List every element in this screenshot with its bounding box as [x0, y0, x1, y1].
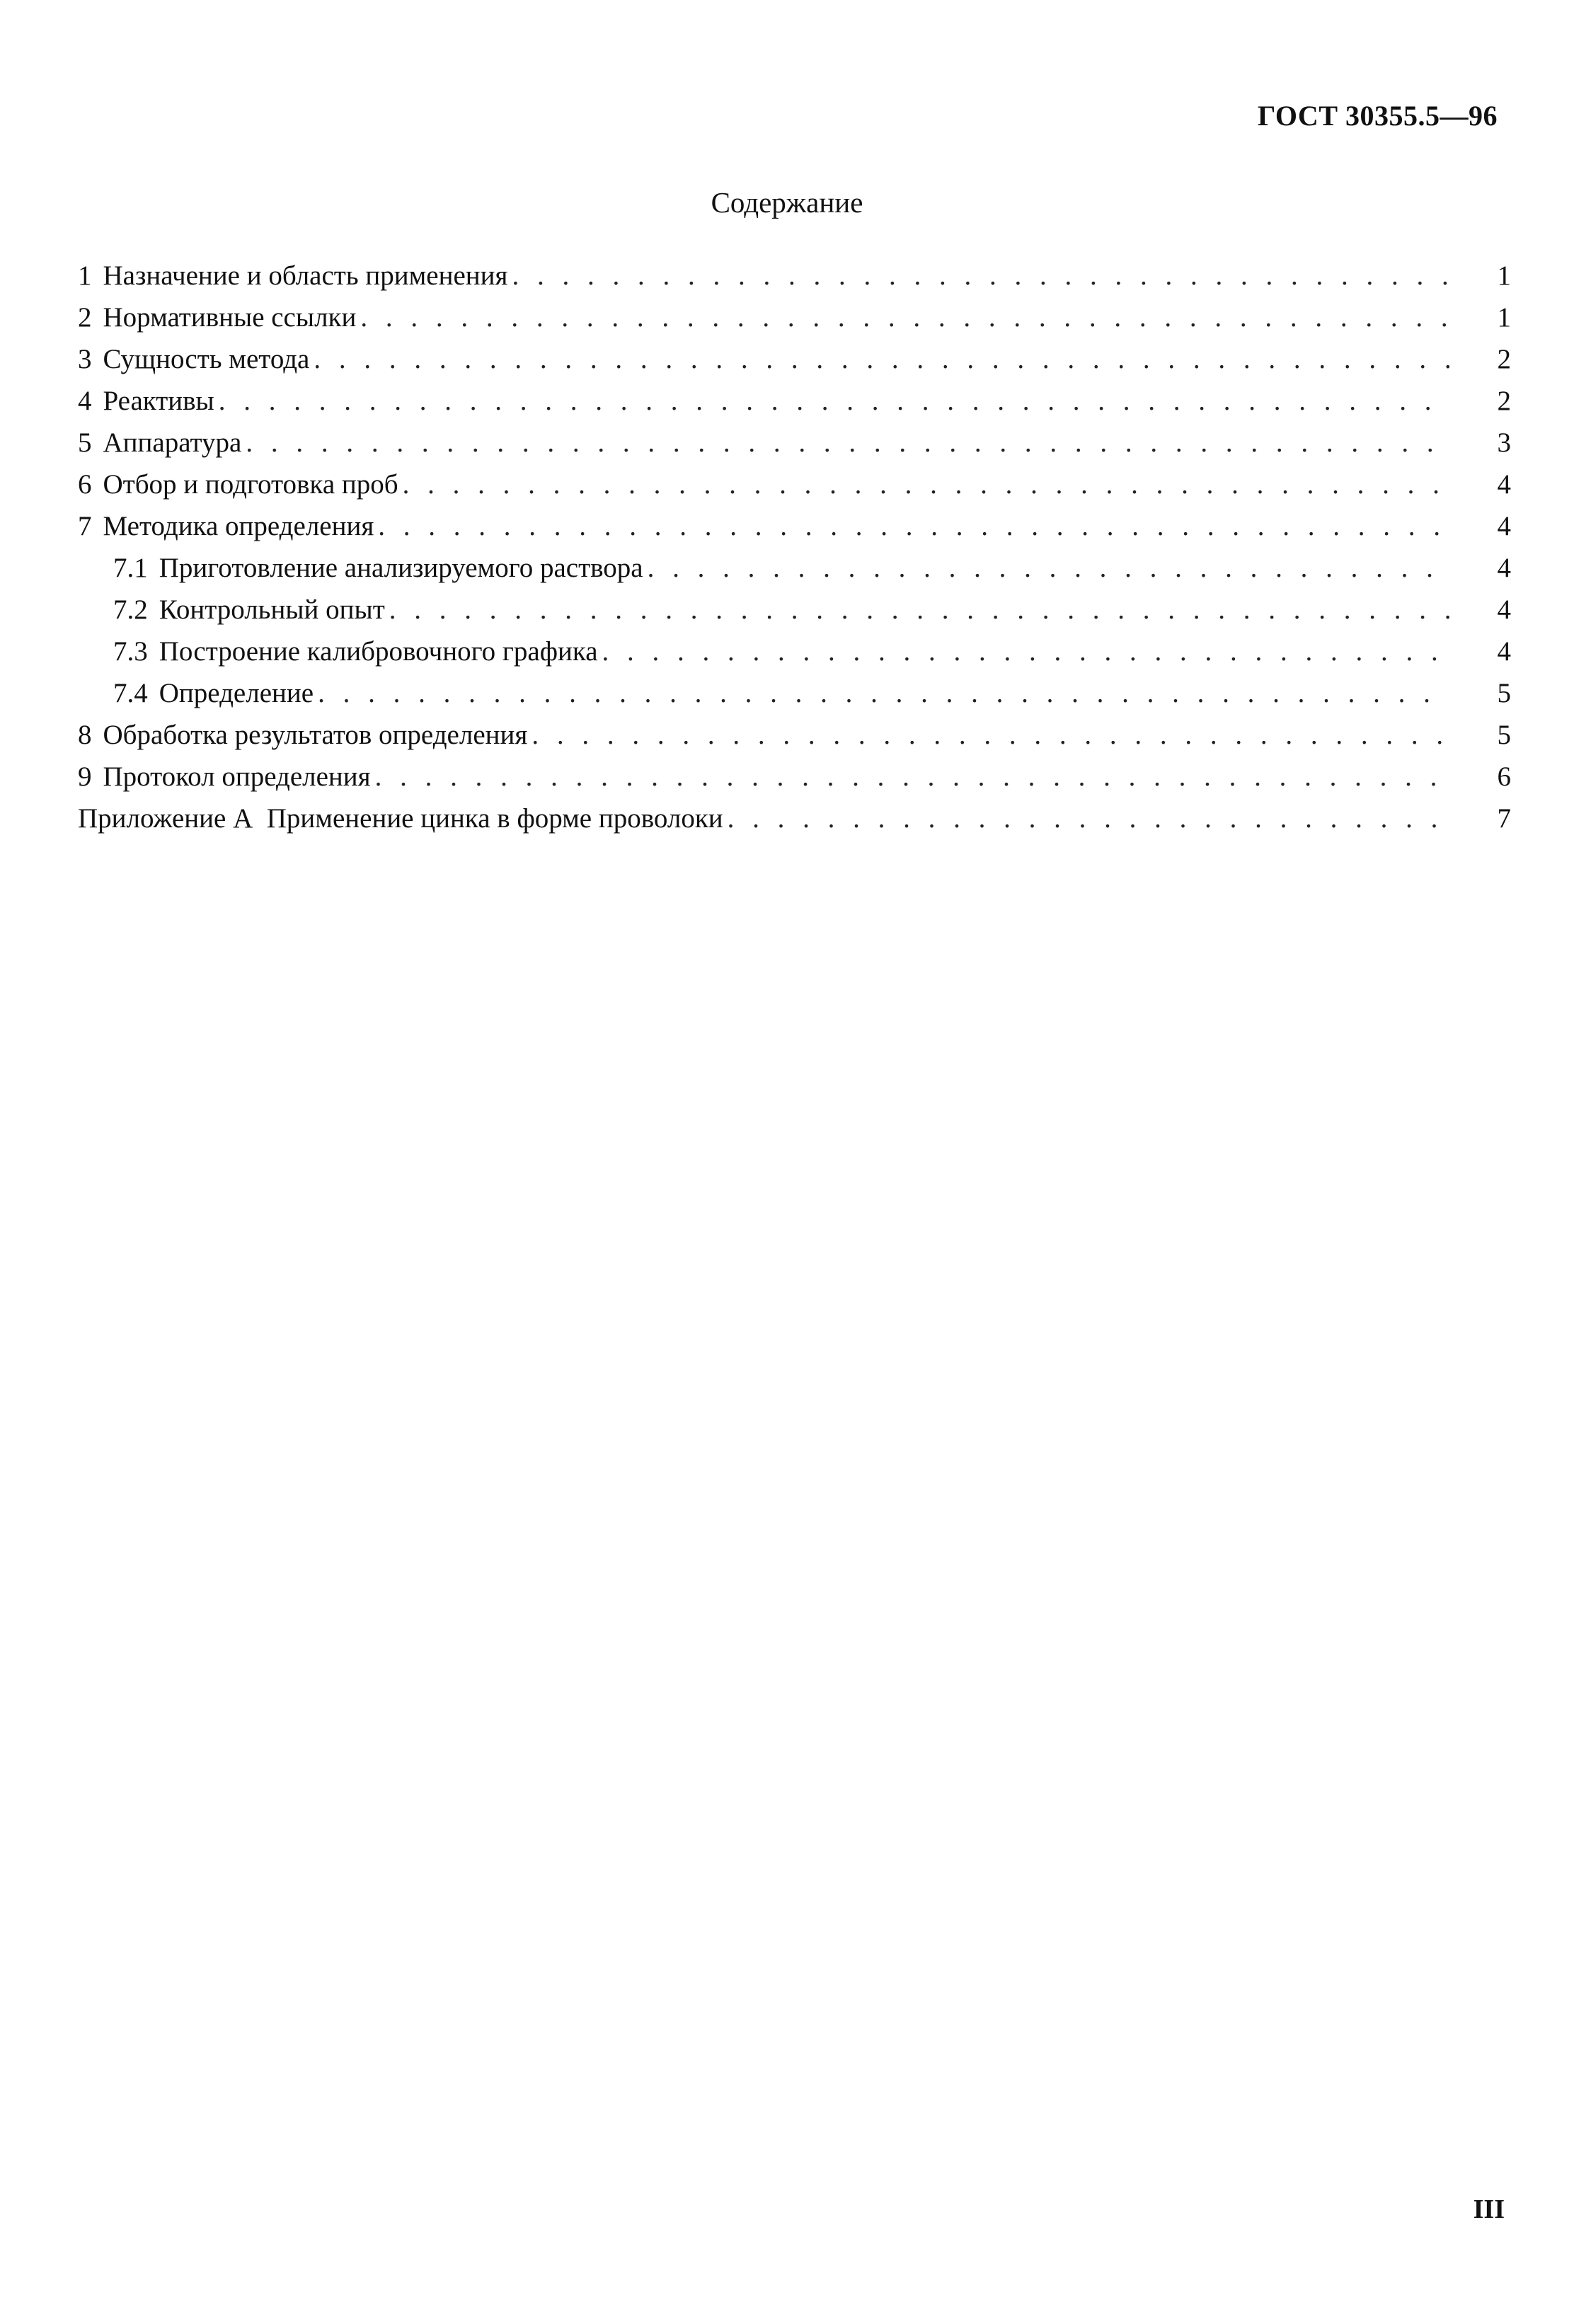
- toc-entry-number: 4: [78, 386, 92, 416]
- toc-entry-number: 8: [78, 720, 92, 750]
- toc-entry-page: 4: [1497, 594, 1511, 625]
- toc-entry-page: 7: [1497, 803, 1511, 834]
- toc-dot-leader: [375, 756, 1450, 798]
- toc-dot-leader: [318, 672, 1450, 714]
- toc-entry-page: 3: [1497, 427, 1511, 458]
- toc-entry-title: Приложение А Применение цинка в форме проволоки: [78, 803, 723, 834]
- toc-title: Содержание: [711, 186, 863, 219]
- toc-appendix-entry[interactable]: [78, 798, 1511, 839]
- toc-entry-page: 5: [1497, 678, 1511, 708]
- toc-entry-number: 7: [78, 511, 92, 541]
- toc-entry-page: 1: [1497, 260, 1511, 291]
- toc-entry-number: 6: [78, 469, 92, 500]
- toc-dot-leader: [728, 798, 1450, 839]
- toc-dot-leader: [512, 255, 1450, 297]
- toc-entry-number: 7.3: [113, 636, 148, 667]
- toc-entry-title: Определение: [159, 678, 314, 708]
- toc-subentry[interactable]: [78, 672, 1511, 714]
- table-of-contents: [78, 255, 1511, 839]
- toc-entry-page: 2: [1497, 386, 1511, 416]
- toc-entry[interactable]: [78, 714, 1511, 756]
- toc-entry[interactable]: [78, 422, 1511, 464]
- toc-entry-title: Приготовление анализируемого раствора: [159, 553, 643, 583]
- toc-entry-title: Протокол определения: [103, 761, 371, 792]
- toc-entry-number: 7.2: [113, 594, 148, 625]
- toc-dot-leader: [378, 505, 1450, 547]
- toc-dot-leader: [403, 464, 1450, 505]
- toc-dot-leader: [219, 380, 1450, 422]
- toc-entry-page: 4: [1497, 636, 1511, 667]
- toc-entry[interactable]: [78, 464, 1511, 505]
- toc-entry-title: Сущность метода: [103, 344, 310, 374]
- toc-entry-page: 4: [1497, 553, 1511, 583]
- page-number: III: [1473, 2194, 1505, 2224]
- toc-dot-leader: [532, 714, 1450, 756]
- toc-entry[interactable]: [78, 338, 1511, 380]
- toc-entry-title: Назначение и область применения: [103, 260, 508, 291]
- document-code: ГОСТ 30355.5—96: [1257, 100, 1498, 132]
- toc-dot-leader: [389, 589, 1450, 631]
- toc-entry[interactable]: [78, 756, 1511, 798]
- toc-subentry[interactable]: [78, 589, 1511, 631]
- toc-entry-number: 5: [78, 427, 92, 458]
- toc-entry-number: 9: [78, 761, 92, 792]
- toc-entry[interactable]: [78, 255, 1511, 297]
- toc-dot-leader: [602, 631, 1450, 672]
- toc-entry-title: Аппаратура: [103, 427, 242, 458]
- toc-entry-title: Методика определения: [103, 511, 374, 541]
- toc-dot-leader: [648, 547, 1450, 589]
- toc-dot-leader: [314, 338, 1450, 380]
- toc-entry-page: 5: [1497, 720, 1511, 750]
- toc-entry-page: 1: [1497, 302, 1511, 333]
- toc-entry-page: 6: [1497, 761, 1511, 792]
- toc-entry-title: Контрольный опыт: [159, 594, 385, 625]
- toc-entry-number: 3: [78, 344, 92, 374]
- toc-entry-title: Отбор и подготовка проб: [103, 469, 398, 500]
- toc-subentry[interactable]: [78, 547, 1511, 589]
- toc-entry-title: Построение калибровочного графика: [159, 636, 598, 667]
- toc-entry[interactable]: [78, 297, 1511, 338]
- toc-dot-leader: [360, 297, 1450, 338]
- toc-entry-number: 7.1: [113, 553, 148, 583]
- toc-entry-number: 7.4: [113, 678, 148, 708]
- toc-entry[interactable]: [78, 380, 1511, 422]
- toc-entry-title: Обработка результатов определения: [103, 720, 528, 750]
- toc-entry-page: 4: [1497, 469, 1511, 500]
- toc-subentry[interactable]: [78, 631, 1511, 672]
- toc-entry[interactable]: [78, 505, 1511, 547]
- toc-entry-title: Реактивы: [103, 386, 214, 416]
- toc-entry-title: Нормативные ссылки: [103, 302, 357, 333]
- toc-entry-page: 4: [1497, 511, 1511, 541]
- toc-entry-page: 2: [1497, 344, 1511, 374]
- toc-entry-number: 1: [78, 260, 92, 291]
- toc-dot-leader: [246, 422, 1450, 464]
- toc-entry-number: 2: [78, 302, 92, 333]
